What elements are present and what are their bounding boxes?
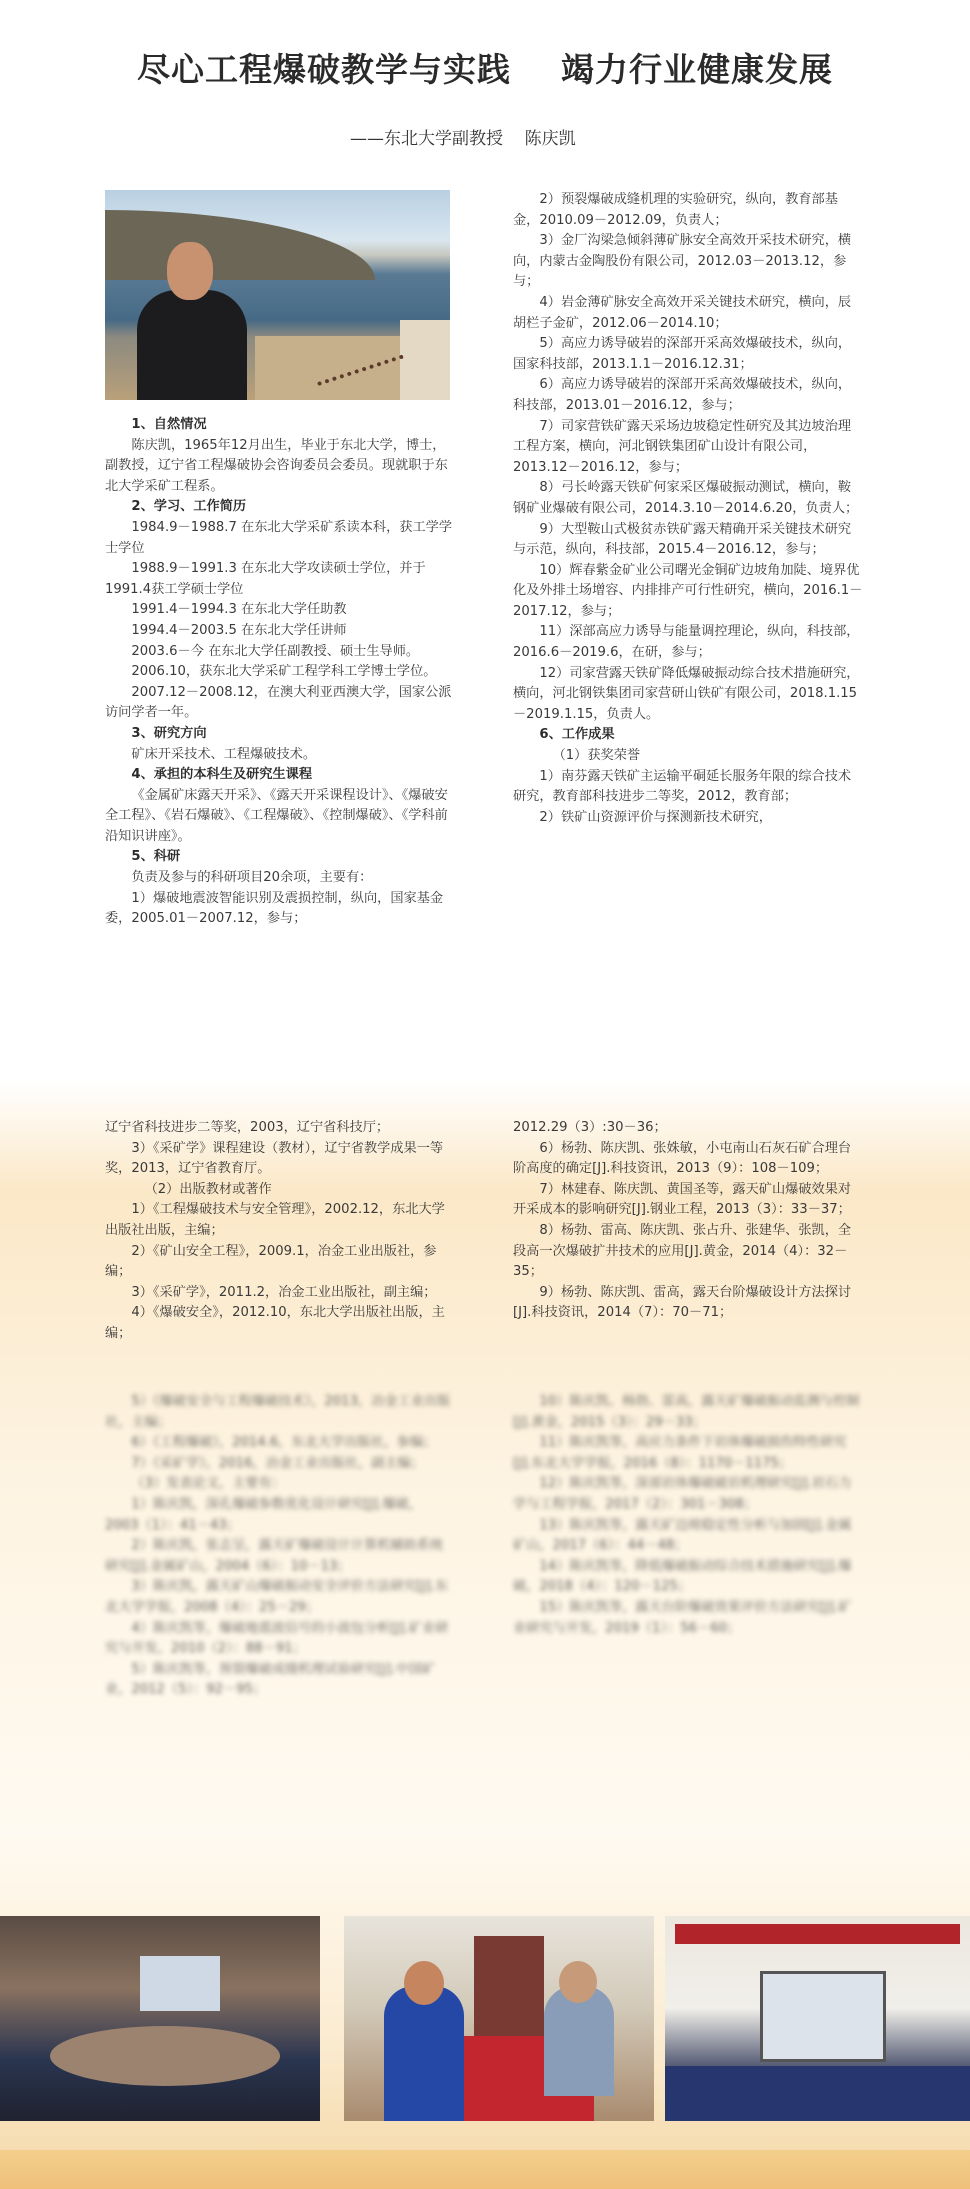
paragraph: 7）林建春、陈庆凯、黄国圣等，露天矿山爆破效果对开采成本的影响研究[J].钢业工程，2013（3）：33－37； (513, 1181, 852, 1218)
portrait-photo (105, 190, 450, 400)
paragraph: 3）金厂沟梁急倾斜薄矿脉安全高效开采技术研究，横向，内蒙古金陶股份有限公司，2012.03－2013.12，参与； (513, 233, 852, 290)
blurred-paragraph: （3）发表论文，主要有： (131, 1476, 285, 1492)
paragraph: 2012.29（3）:30－36； (513, 1120, 667, 1135)
blurred-paragraph: 14）陈庆凯等，降低爆破振动综合技术措施研究[J].爆破，2018（4）：120－125； (513, 1558, 852, 1595)
paragraph: 1984.9－1988.7 在东北大学采矿系读本科，获工学学士学位 (105, 519, 453, 556)
paragraph: 2003.6－今 在东北大学任副教授、硕士生导师。 (131, 643, 420, 659)
blurred-paragraph: 5）陈庆凯等，预裂爆破成缝机理试验研究[J].中国矿业，2012（5）：92－95； (105, 1661, 436, 1698)
paragraph: 《金属矿床露天开采》、《露天开采课程设计》、《爆破安全工程》、《岩石爆破》、《工程爆破》、《控制爆破》、《学科前沿知识讲座》。 (105, 787, 448, 844)
paragraph: 9）杨勃、陈庆凯、雷高，露天台阶爆破设计方法探讨[J].科技资讯，2014（7）：70－71； (513, 1284, 852, 1321)
blurred-paragraph: 1）陈庆凯，深孔爆破参数优化设计研究[J].爆破，2003（1）：41－43； (105, 1496, 422, 1533)
paragraph: 矿床开采技术、工程爆破技术。 (131, 746, 317, 762)
paragraph: 10）辉春紫金矿业公司曙光金铜矿边坡角加陡、境界优化及外排土场增容、内排排产可行性研究，横向，2016.1－2017.12，参与； (513, 562, 863, 619)
text-column-bottom-left (105, 1118, 455, 1345)
paragraph: 辽宁省科技进步二等奖，2003，辽宁省科技厅； (105, 1120, 390, 1135)
blurred-paragraph: 5）《爆破安全与工程爆破技术》，2013，冶金工业出版社，主编； (105, 1394, 451, 1430)
paragraph: 1）爆破地震波智能识别及震损控制，纵向，国家基金委，2005.01－2007.12，参与； (105, 890, 444, 927)
paragraph: 2007.12－2008.12，在澳大利亚西澳大学，国家公派访问学者一年。 (105, 684, 452, 721)
paragraph: 2）铁矿山资源评价与探测新技术研究， (539, 809, 772, 825)
paragraph: 1991.4－1994.3 在东北大学任助教 (131, 602, 347, 618)
paragraph: 9）大型鞍山式极贫赤铁矿露天精确开采关键技术研究与示范，纵向，科技部，2015.4－2016.12，参与； (513, 521, 852, 558)
blurred-paragraph: 13）陈庆凯等，露天矿边坡稳定性分析与加固[J].金属矿山，2017（6）：44－48； (513, 1517, 852, 1554)
author-byline: ——东北大学副教授 陈庆凯 (350, 129, 576, 149)
section-heading: 2、学习、工作简历 (131, 499, 247, 515)
paragraph: 5）高应力诱导破岩的深部开采高效爆破技术，纵向，国家科技部，2013.1.1－2016.12.31； (513, 336, 852, 372)
paragraph: 1）南芬露天铁矿主运输平硐延长服务年限的综合技术研究，教育部科技进步二等奖，2012，教育部； (513, 768, 852, 805)
blurred-text-left (105, 1392, 455, 1701)
paragraph: （1）获奖荣誉 (552, 748, 641, 764)
paragraph: 8）弓长岭露天铁矿何家采区爆破振动测试，横向，鞍钢矿业爆破有限公司，2014.3.10－2014.6.20，负责人； (513, 480, 859, 516)
blurred-text-right (513, 1392, 863, 1639)
paragraph: 4）《爆破安全》，2012.10，东北大学出版社出版，主编； (105, 1305, 445, 1341)
section-heading: 3、研究方向 (131, 725, 207, 741)
paragraph: 1994.4－2003.5 在东北大学任讲师 (131, 622, 347, 638)
blurred-paragraph: 11）陈庆凯等，高应力条件下岩体爆破损伤特性研究[J].东北大学学报，2016（8）：1170－1175； (513, 1435, 847, 1471)
paragraph: 6）高应力诱导破岩的深部开采高效爆破技术，纵向，科技部，2013.01－2016.12，参与； (513, 377, 852, 413)
section-heading: 5、科研 (131, 849, 181, 865)
paragraph: 陈庆凯，1965年12月出生，毕业于东北大学，博士，副教授，辽宁省工程爆破协会咨询委员会委员。现就职于东北大学采矿工程系。 (105, 437, 448, 494)
paragraph: 7）司家营铁矿露天采场边坡稳定性研究及其边坡治理工程方案，横向，河北钢铁集团矿山设计有限公司，2013.12－2016.12，参与； (513, 418, 852, 475)
bottom-decoration (0, 2150, 970, 2189)
paragraph: 1）《工程爆破技术与安全管理》，2002.12，东北大学出版社出版，主编； (105, 1202, 445, 1238)
blurred-paragraph: 7）《采矿学》，2016，冶金工业出版社，副主编； (131, 1455, 424, 1471)
paragraph: 2）预裂爆破成缝机理的实验研究，纵向，教育部基金，2010.09－2012.09，负责人； (513, 192, 838, 228)
section-heading: 4、承担的本科生及研究生课程 (131, 767, 313, 783)
paragraph: 8）杨勃、雷高、陈庆凯、张占升、张建华、张凯，全段高一次爆破扩井技术的应用[J].黄金，2014（4）：32－35； (513, 1222, 852, 1280)
blurred-paragraph: 3）陈庆凯，露天矿山爆破振动安全评价方法研究[J].东北大学学报，2008（4）：25－29； (105, 1579, 449, 1615)
paragraph: 负责及参与的科研项目20余项，主要有： (131, 870, 373, 886)
page-title: 尽心工程爆破教学与实践 竭力行业健康发展 (137, 50, 833, 89)
blurred-paragraph: 12）陈庆凯等，深部岩体爆破破岩机理研究[J].岩石力学与工程学报，2017（2）：301－308； (513, 1476, 852, 1512)
paragraph: 3）《采矿学》，2011.2，冶金工业出版社，副主编； (131, 1284, 437, 1300)
blurred-paragraph: 4）陈庆凯等，爆破地震波信号的小波包分析[J].矿业研究与开发，2010（2）：88－91； (105, 1620, 449, 1657)
paragraph: 2006.10，获东北大学采矿工程学科工学博士学位。 (131, 664, 437, 680)
paragraph: 11）深部高应力诱导与能量调控理论，纵向，科技部，2016.6－2019.6，在研，参与； (513, 624, 860, 661)
blurred-paragraph: 6）《工程爆破》，2014.6，东北大学出版社，参编； (131, 1435, 437, 1451)
photo-lecture-hall (665, 1916, 970, 2121)
text-column-top-left (105, 415, 455, 930)
section-heading: 1、自然情况 (131, 417, 207, 432)
photo-classroom-meeting (0, 1916, 320, 2121)
paragraph: 6）杨勃、陈庆凯、张姝敏，小屯南山石灰石矿合理台阶高度的确定[J].科技资讯，2013（9）：108－109； (513, 1140, 852, 1177)
paragraph: 2）《矿山安全工程》，2009.1，冶金工业出版社，参编； (105, 1243, 437, 1280)
text-column-bottom-right (513, 1118, 863, 1324)
paragraph: 3）《采矿学》课程建设（教材），辽宁省教学成果一等奖，2013，辽宁省教育厅。 (105, 1140, 444, 1177)
blurred-paragraph: 2）陈庆凯，张志呈，露天矿爆破设计计算机辅助系统研究[J].金属矿山，2004（6）：10－13； (105, 1538, 444, 1574)
section-heading: 6、工作成果 (539, 727, 615, 743)
paragraph: 1988.9－1991.3 在东北大学攻读硕士学位，并于1991.4获工学硕士学位 (105, 561, 426, 597)
paragraph: （2）出版教材或著作 (144, 1181, 272, 1197)
paragraph: 12）司家营露天铁矿降低爆破振动综合技术措施研究，横向，河北钢铁集团司家营研山铁矿有限公司，2018.1.15－2019.1.15，负责人。 (513, 665, 860, 722)
text-column-top-right (513, 190, 863, 828)
paragraph: 4）岩金薄矿脉安全高效开采关键技术研究，横向，辰胡栏子金矿，2012.06－2014.10； (513, 294, 852, 331)
blurred-paragraph: 15）陈庆凯等，露天台阶爆破效果评价方法研究[J].矿业研究与开发，2019（1）：56－60； (513, 1599, 852, 1636)
blurred-paragraph: 10）陈庆凯、杨勃、雷高，露天矿爆破振动监测与控制[J].黄金，2015（3）：29－33； (513, 1394, 860, 1430)
photo-office-discussion (344, 1916, 654, 2121)
